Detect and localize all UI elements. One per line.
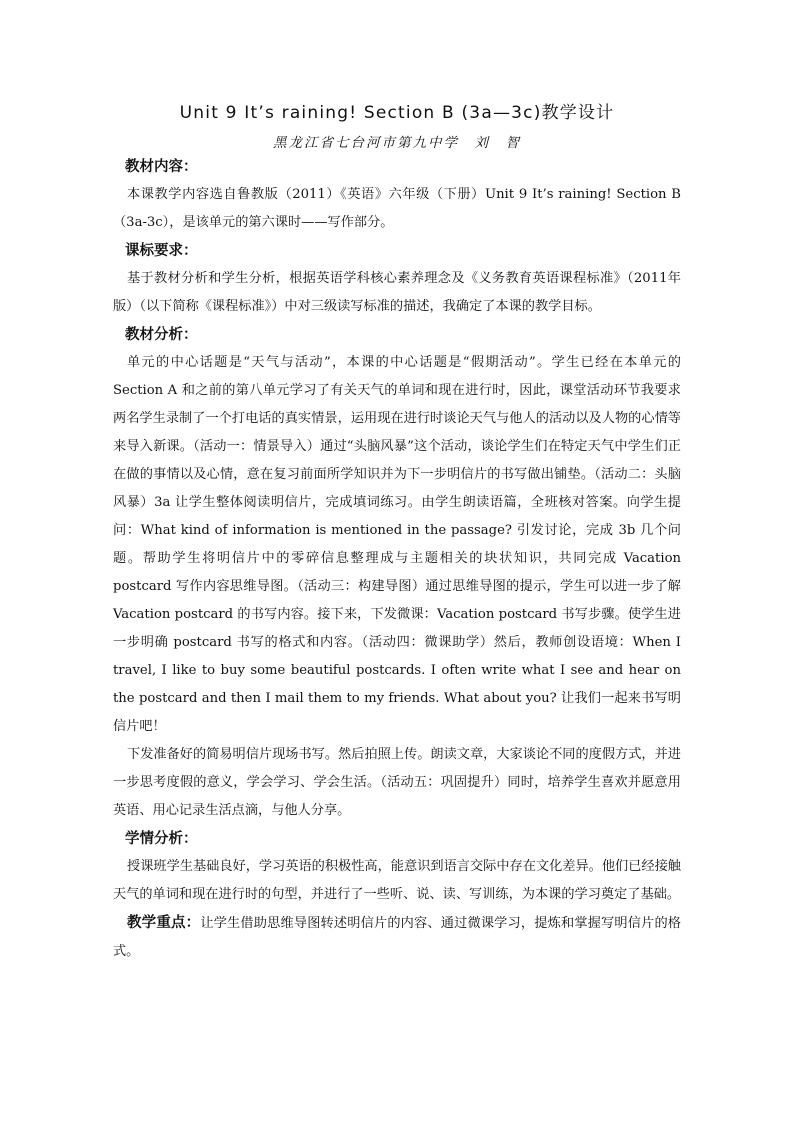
section-heading-key-points: 教学重点： [127, 915, 201, 931]
section-heading-teaching-content: 教材内容： [125, 159, 198, 175]
section-heading-material-analysis: 教材分析： [125, 327, 198, 343]
section-body-student-analysis: 授课班学生基础良好，学习英语的积极性高，能意识到语言交际中存在文化差异。他们已经接触天气的单词和现在进行时的句型，并进行了一些听、说、读、写训练，为本课的学习奠定了基础。 [113, 859, 681, 902]
section-body-material-analysis-1: 单元的中心话题是“天气与活动”，本课的中心话题是“假期活动”。学生已经在本单元的 Section A 和之前的第八单元学习了有关天气的单词和现在进行时，因此，课堂活动环节我要求两名学生录制了一个打电话的真实情景，运用现在进行时谈论天气与他人的活动以及人物的心情等来导入新课。（活动一：情景导入）通过“头脑风暴”这个活动，谈论学生们在特定天气中学生们正在做的事情以及心情，意在复习前面所学知识并为下一步明信片的书写做出铺垫。（活动二：头脑风暴）3a 让学生整体阅读明信片，完成填词练习。由学生朗读语篇，全班核对答案。向学生提问：What kind of information is mentioned in the passage? 引发讨论，完成 3b 几个问题。帮助学生将明信片中的零碎信息整理成与主题相关的块状知识，共同完成 Vacation postcard 写作内容思维导图。（活动三：构建导图）通过思维导图的提示，学生可以进一步了解 Vacation postcard 的书写内容。接下来，下发微课：Vacation postcard 书写步骤。使学生进一步明确 postcard 书写的格式和内容。（活动四：微课助学）然后，教师创设语境：When I travel, I like to buy some beautiful postcards. I often write what I see and hear on the postcard and then I mail them to my friends. What about you? 让我们一起来书写明信片吧！ [113, 355, 681, 734]
section-key-points [113, 909, 681, 966]
section-body-key-points: 让学生借助思维导图转述明信片的内容、通过微课学习，提炼和掌握写明信片的格式。 [113, 916, 681, 959]
section-heading-curriculum-requirements: 课标要求： [125, 243, 198, 259]
document-title: Unit 9 It’s raining! Section B (3a—3c)教学设计 [179, 103, 615, 123]
document-author: 黑龙江省七台河市第九中学 刘 智 [273, 135, 521, 151]
section-body-material-analysis-2: 下发准备好的简易明信片现场书写。然后拍照上传。朗读文章，大家谈论不同的度假方式，并进一步思考度假的意义，学会学习、学会生活。（活动五：巩固提升）同时，培养学生喜欢并愿意用英语、用心记录生活点滴，与他人分享。 [113, 747, 681, 818]
section-body-teaching-content: 本课教学内容选自鲁教版（2011）《英语》六年级（下册）Unit 9 It’s raining! Section B（3a-3c），是该单元的第六课时——写作部分。 [113, 187, 681, 230]
section-heading-student-analysis: 学情分析： [125, 831, 198, 847]
document-body [113, 153, 681, 966]
section-body-curriculum-requirements: 基于教材分析和学生分析，根据英语学科核心素养理念及《义务教育英语课程标准》（2011年版）（以下简称《课程标准》）中对三级读写标准的描述，我确定了本课的教学目标。 [113, 271, 681, 314]
